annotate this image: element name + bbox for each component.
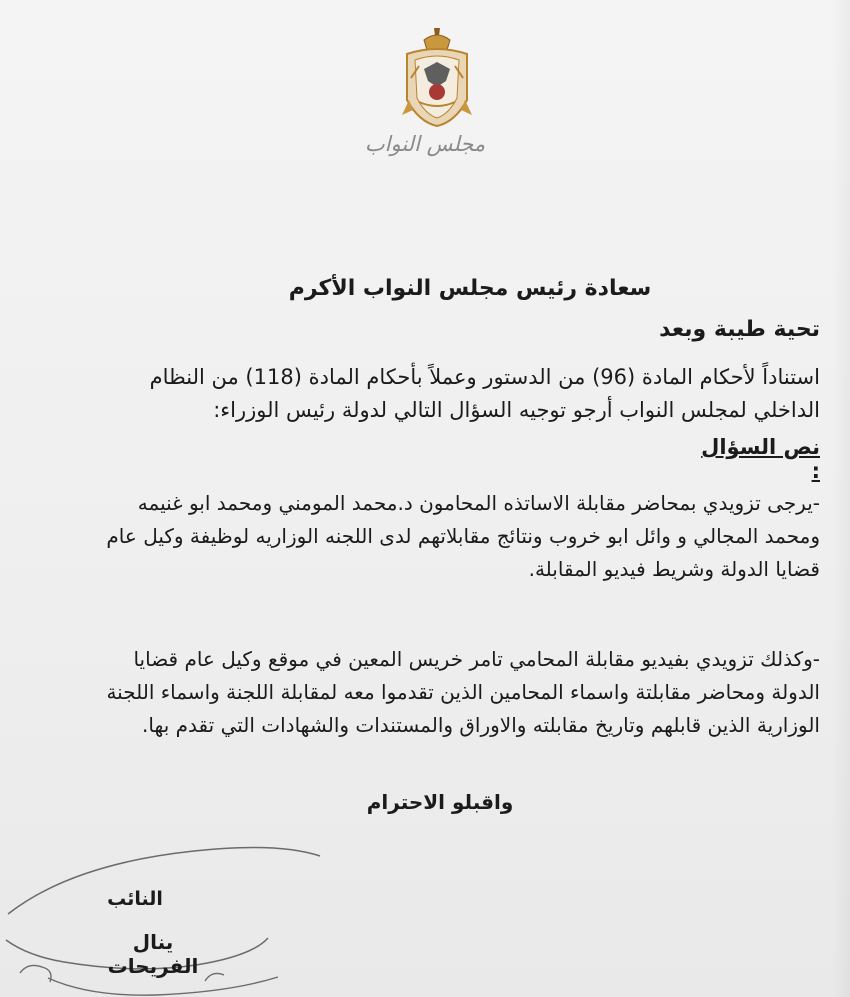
question-paragraph-2: -وكذلك تزويدي بفيديو مقابلة المحامي تامر خريس المعين في موقع وكيل عام قضايا الدولة ومحاضر مقابلتة واسماء المحامين الذين تقدموا معه لمقابلة اللجنة واسماء اللجنة الوزارية الذين قابلهم وتاريخ مقابلته والاوراق والمستندات والشهادات التي تقدم بها. [106, 647, 820, 737]
parliament-logo-text: مجلس النواب [364, 132, 486, 156]
addressee-line: سعادة رئيس مجلس النواب الأكرم [288, 276, 652, 301]
question-heading: نص السؤال : [701, 435, 820, 483]
signer-title: النائب [107, 888, 163, 910]
greeting-line: تحية طيبة وبعد [659, 317, 820, 342]
closing-line: واقبلو الاحترام [366, 790, 514, 814]
signer-name: ينال الفريحات [107, 930, 199, 978]
question-paragraph-1: -يرجى تزويدي بمحاضر مقابلة الاساتذه المحامون د.محمد المومني ومحمد ابو غنيمه ومحمد المجالي و وائل ابو خروب ونتائج مقابلاتهم لدى اللجنه الوزاريه لوظيفة وكيل عام قضايا الدولة وشريط فيديو المقابلة. [106, 491, 820, 581]
paper-shadow [832, 0, 850, 997]
coat-of-arms-icon [397, 26, 477, 130]
intro-paragraph: استناداً لأحكام المادة (96) من الدستور وعملاً بأحكام المادة (118) من النظام الداخلي لمجلس النواب أرجو توجيه السؤال التالي لدولة رئيس الوزراء: [149, 365, 820, 422]
